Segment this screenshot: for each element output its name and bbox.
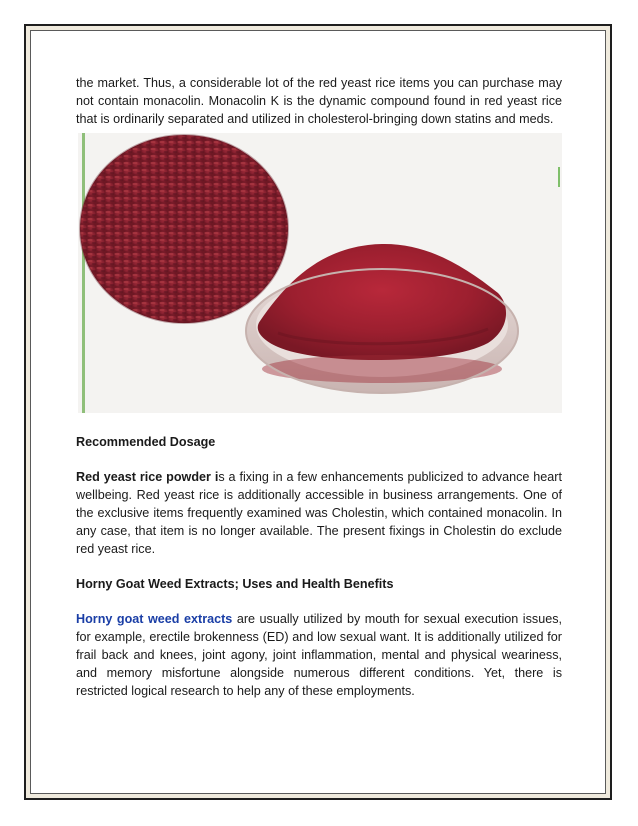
dosage-body-text: s a fixing in a few enhancements publicized to advance heart wellbeing. Red yeast rice is additionally accessible in business arrangements. One of the exclusive items frequently examined was Cholestin, which contained monacolin. In any case, that item is no longer available. The present fixings in Cholestin do exclude red yeast rice. [76,470,563,556]
horny-goat-weed-paragraph [76,610,562,700]
horny-goat-weed-link[interactable]: Horny goat weed extracts [76,612,233,626]
red-yeast-rice-photo [78,133,562,413]
intro-paragraph: the market. Thus, a considerable lot of the red yeast rice items you can purchase may not contain monacolin. Monacolin K is the dynamic compound found in red yeast rice that is ordinarily separated and utilized in cholesterol-bringing down statins and meds. [76,76,562,126]
section-heading-dosage: Recommended Dosage [76,435,216,449]
section-heading-horny-goat-weed: Horny Goat Weed Extracts; Uses and Health Benefits [76,577,394,591]
photo-illustration [78,133,562,413]
horny-goat-weed-body-text: are usually utilized by mouth for sexual execution issues, for example, erectile brokenness (ED) and low sexual want. It is additionally utilized for frail back and knees, joint agony, joint inflammation, mental and physical weariness, and memory misfortune alongside numerous different conditions. Yet, there is restricted logical research to help any of these employments. [76,612,563,698]
dosage-paragraph [76,468,562,558]
document-content [76,74,562,717]
dosage-lead-text: Red yeast rice powder i [76,470,219,484]
